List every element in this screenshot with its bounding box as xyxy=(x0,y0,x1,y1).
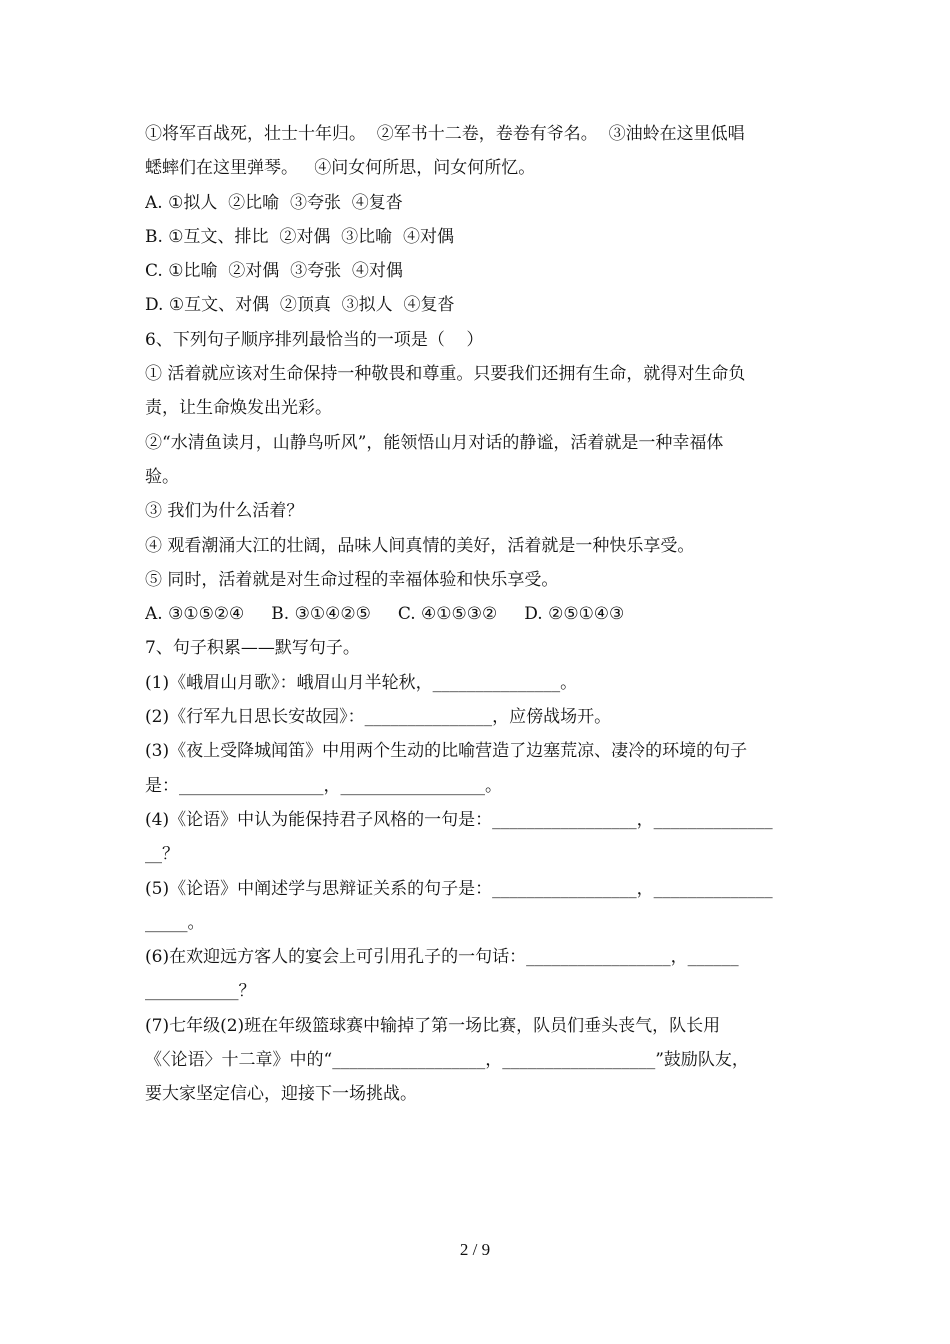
text-line: ① 活着就应该对生命保持一种敬畏和尊重。只要我们还拥有生命，就得对生命负 xyxy=(145,364,746,385)
question-6: 6、下列句子顺序排列最恰当的一项是（ ） xyxy=(145,329,484,350)
document-body xyxy=(145,117,810,1112)
option-a: A. ①拟人 ②比喻 ③夸张 ④复沓 xyxy=(145,192,403,213)
option-b: B. ①互文、排比 ②对偶 ③比喻 ④对偶 xyxy=(145,226,454,247)
fill-blank-1: (1)《峨眉山月歌》：峨眉山月半轮秋，_______________。 xyxy=(145,672,578,693)
question-7: 7、句子积累——默写句子。 xyxy=(145,638,360,659)
fill-blank-7: (7)七年级(2)班在年级篮球赛中输掉了第一场比赛，队员们垂头丧气，队长用 xyxy=(145,1015,721,1036)
text-line: 责，让生命焕发出光彩。 xyxy=(145,398,332,419)
fill-blank-6: (6)在欢迎远方客人的宴会上可引用孔子的一句话：_________________，______ xyxy=(145,947,739,968)
text-line: ④ 观看潮涌大江的壮阔，品味人间真情的美好，活着就是一种快乐享受。 xyxy=(145,535,695,556)
text-line: ②“水清鱼读月，山静鸟听风”，能领悟山月对话的静谧，活着就是一种幸福体 xyxy=(145,432,724,453)
fill-blank-3: (3)《夜上受降城闻笛》中用两个生动的比喻营造了边塞荒凉、凄冷的环境的句子 xyxy=(145,741,748,762)
text-line: ①将军百战死，壮士十年归。 ②军书十二卷，卷卷有爷名。 ③油蛉在这里低唱 xyxy=(145,124,745,144)
fill-blank-7: 《〈论语〉十二章》中的“__________________，__________________”鼓励队友， xyxy=(145,1050,749,1071)
answer-options: A. ③①⑤②④ B. ③①④②⑤ C. ④①⑤③② D. ②⑤①④③ xyxy=(145,604,625,625)
fill-blank-3: 是：_________________，_________________。 xyxy=(145,775,502,796)
page-number: 2 / 9 xyxy=(459,1240,491,1259)
fill-blank-4: (4)《论语》中认为能保持君子风格的一句是：_________________，______________ xyxy=(145,809,773,830)
fill-blank-5: _____。 xyxy=(145,912,205,933)
fill-blank-6: ___________？ xyxy=(145,981,256,1002)
fill-blank-2: (2)《行军九日思长安故园》：_______________，应傍战场开。 xyxy=(145,707,612,728)
text-line: ③ 我们为什么活着？ xyxy=(145,501,304,522)
text-line: 验。 xyxy=(145,466,179,487)
fill-blank-5: (5)《论语》中阐述学与思辩证关系的句子是：_________________，______________ xyxy=(145,878,773,899)
fill-blank-4: __？ xyxy=(145,844,179,865)
fill-blank-7: 要大家坚定信心，迎接下一场挑战。 xyxy=(145,1084,417,1105)
option-d: D. ①互文、对偶 ②顶真 ③拟人 ④复沓 xyxy=(145,295,455,316)
text-line: 蟋蟀们在这里弹琴。 ④问女何所思，问女何所忆。 xyxy=(145,158,536,179)
option-c: C. ①比喻 ②对偶 ③夸张 ④对偶 xyxy=(145,261,403,282)
text-line: ⑤ 同时，活着就是对生命过程的幸福体验和快乐享受。 xyxy=(145,569,559,590)
